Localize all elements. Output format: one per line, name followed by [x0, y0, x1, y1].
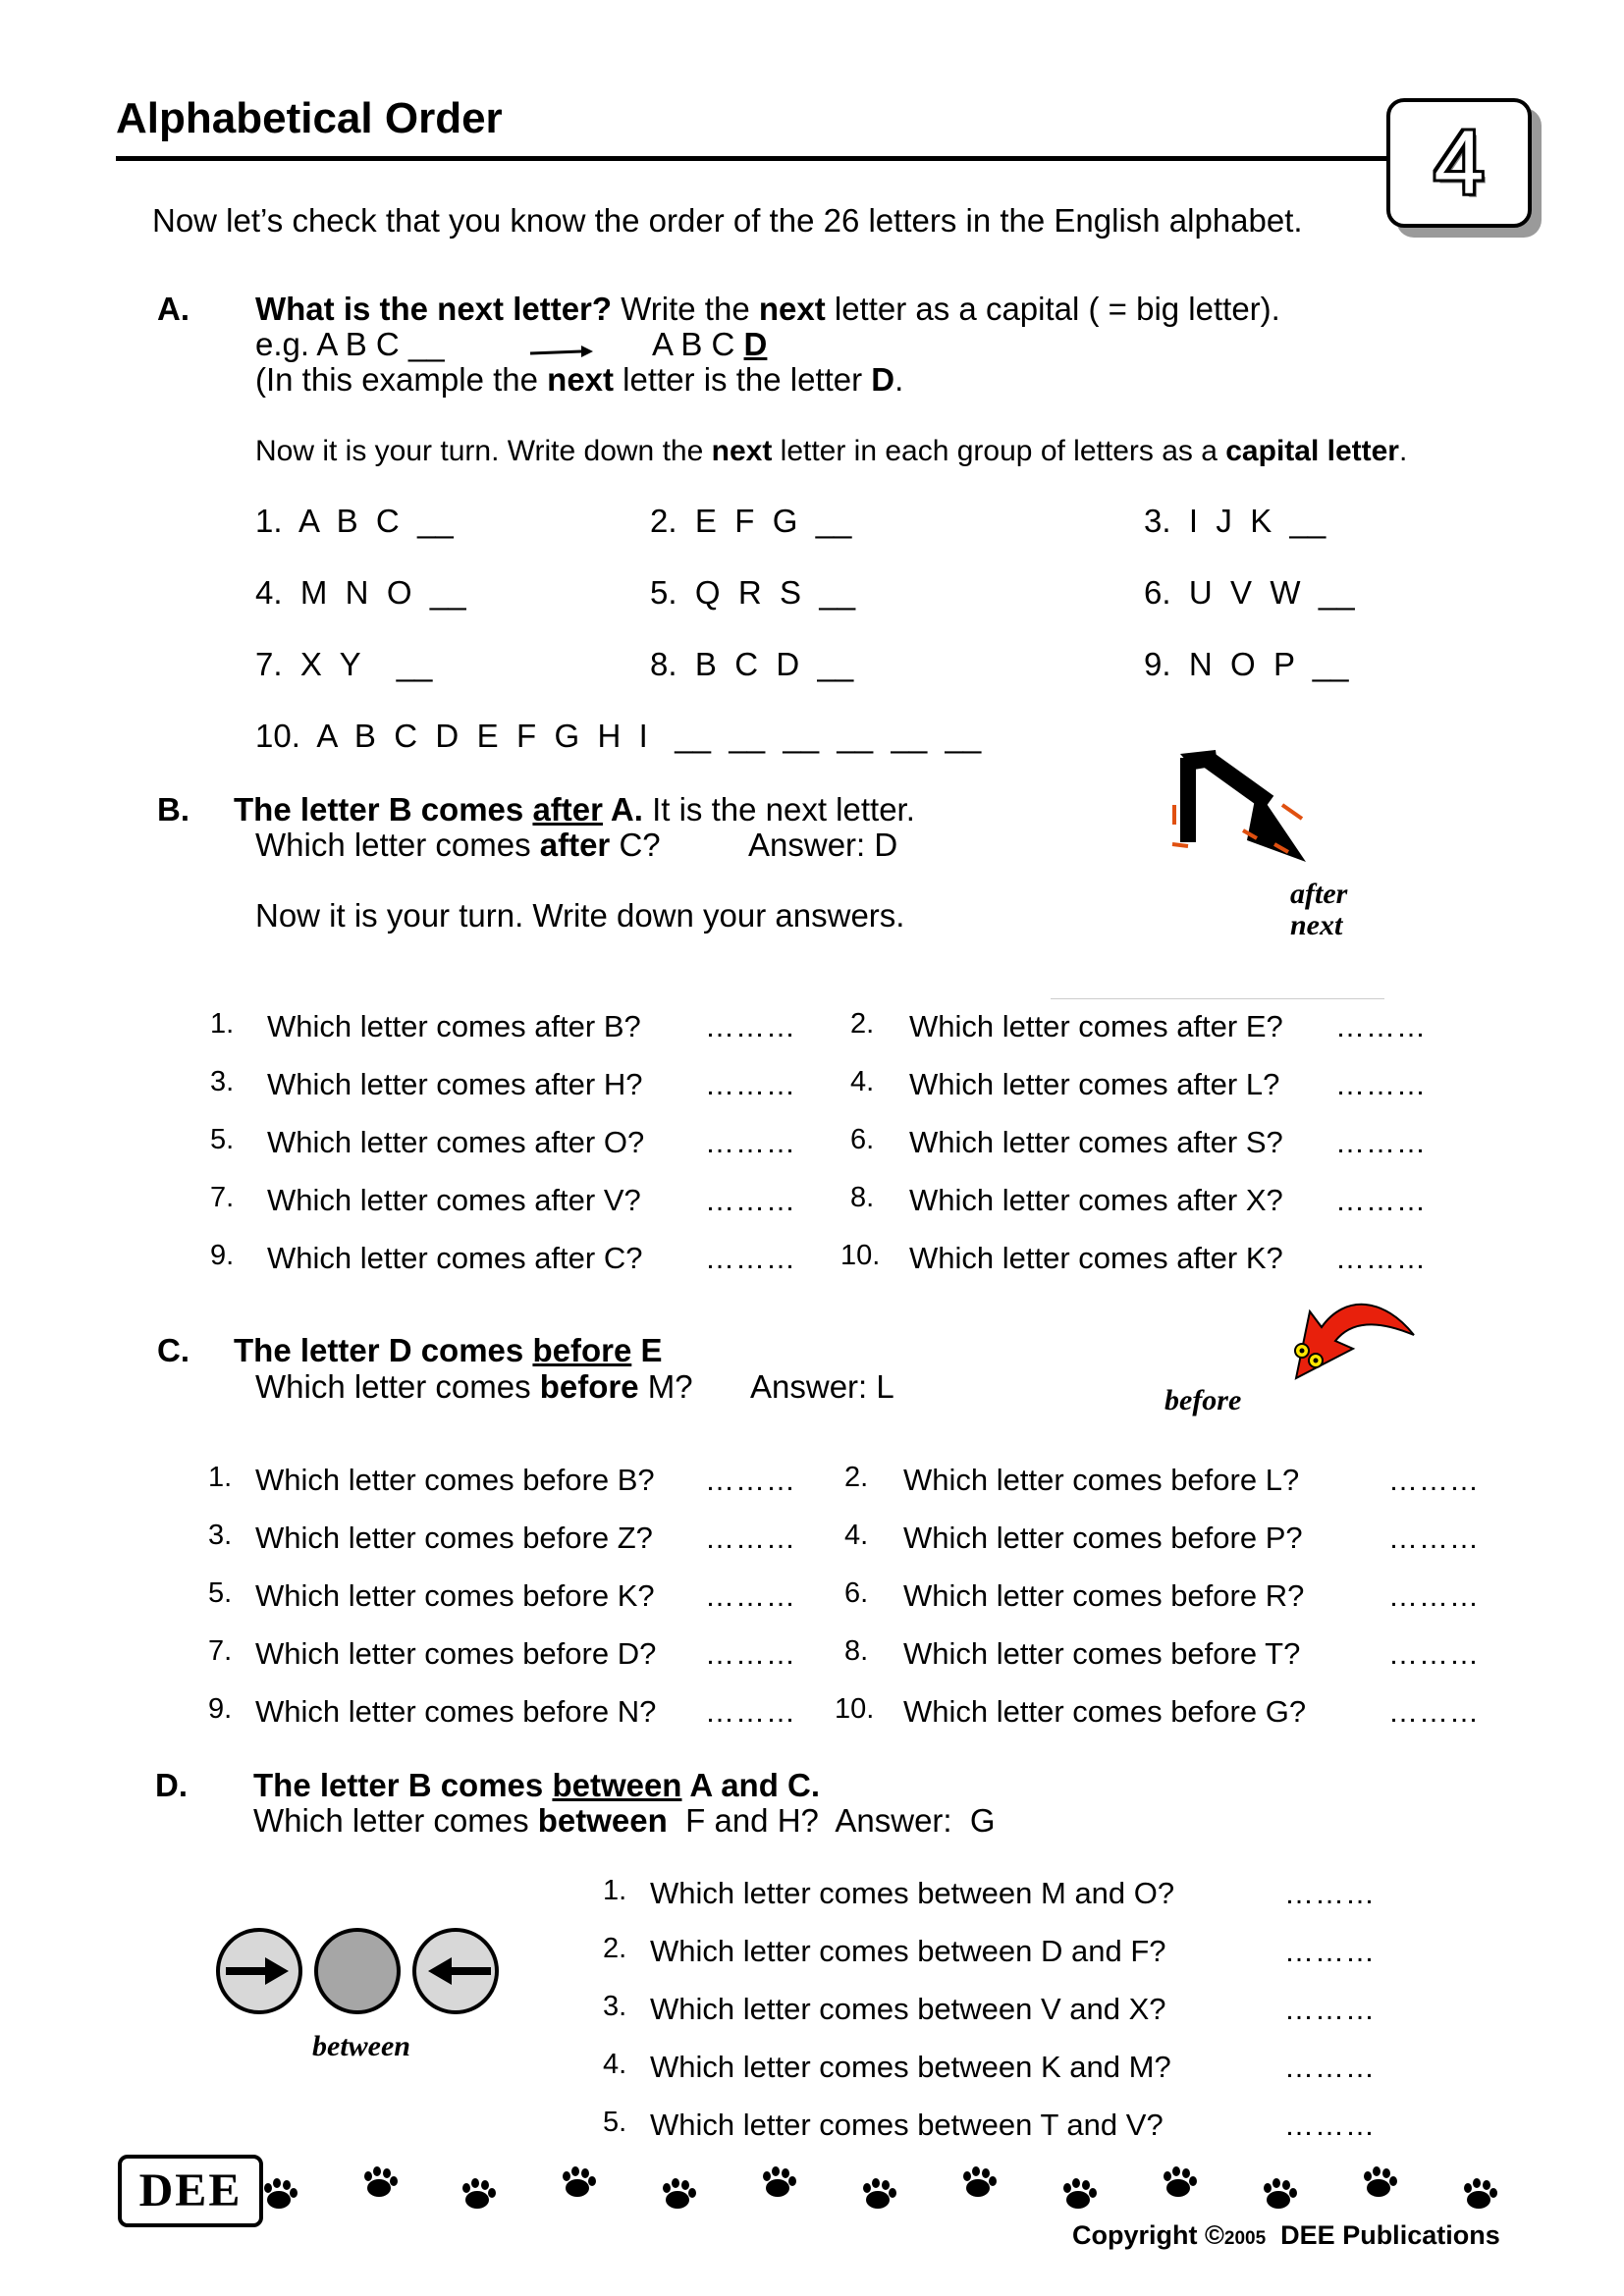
question-text: Which letter comes before N? [255, 1694, 657, 1729]
section-a-heading: What is the next letter? Write the next letter as a capital ( = big letter). [255, 291, 1280, 327]
question-number: 6. [844, 1577, 869, 1609]
title-rule [116, 156, 1387, 161]
example-note: (In this example the next letter is the letter D. [255, 361, 904, 398]
next-letter-item: 3. I J K __ [1144, 503, 1326, 539]
next-letter-item: 5. Q R S __ [650, 574, 856, 611]
question-number: 4. [603, 2049, 627, 2080]
question-text: Which letter comes after B? [267, 1009, 641, 1043]
page-number: 4 [1434, 113, 1485, 213]
question-text: Which letter comes after H? [267, 1067, 643, 1101]
section-b-example-answer: Answer: D [748, 827, 898, 863]
question-number: 9. [208, 1693, 233, 1725]
next-letter-item: 4. M N O __ [255, 574, 466, 611]
before-label: before [1164, 1384, 1242, 1416]
answer-blank[interactable]: ……… [705, 1465, 796, 1497]
question-text: Which letter comes between K and M? [650, 2050, 1171, 2084]
paw-prints-icon [259, 2164, 1526, 2214]
question-number: 2. [844, 1462, 869, 1493]
example-answer: A B C D [652, 326, 768, 362]
answer-blank[interactable]: ……… [705, 1696, 796, 1729]
question-text: Which letter comes before R? [903, 1578, 1305, 1613]
answer-blank[interactable]: ……… [705, 1069, 796, 1101]
question-number: 7. [210, 1182, 235, 1213]
next-letter-item: 6. U V W __ [1144, 574, 1355, 611]
question-text: Which letter comes after X? [909, 1183, 1283, 1217]
question-number: 9. [210, 1240, 235, 1271]
question-text: Which letter comes before P? [903, 1521, 1303, 1555]
section-a-label: A. [157, 291, 189, 327]
question-text: Which letter comes after O? [267, 1125, 645, 1159]
next-label: next [1290, 909, 1343, 941]
question-text: Which letter comes after C? [267, 1241, 643, 1275]
section-a-instruction: Now it is your turn. Write down the next letter in each group of letters as a capital letter. [255, 435, 1408, 467]
copyright: Copyright ©2005 DEE Publications [1072, 2220, 1500, 2250]
question-text: Which letter comes between T and V? [650, 2108, 1164, 2142]
question-number: 1. [210, 1008, 235, 1040]
question-text: Which letter comes before L? [903, 1463, 1300, 1497]
question-number: 3. [208, 1520, 233, 1551]
question-number: 6. [850, 1124, 875, 1155]
question-text: Which letter comes after V? [267, 1183, 641, 1217]
answer-blank[interactable]: ……… [1388, 1638, 1480, 1671]
question-number: 7. [208, 1635, 233, 1667]
section-b-instruction: Now it is your turn. Write down your answers. [255, 897, 905, 934]
answer-blank[interactable]: ……… [1335, 1185, 1427, 1217]
question-number: 8. [850, 1182, 875, 1213]
answer-blank[interactable]: ……… [705, 1243, 796, 1275]
section-d-label: D. [155, 1767, 188, 1803]
next-letter-item: 1. A B C __ [255, 503, 454, 539]
answer-blank[interactable]: ……… [1388, 1465, 1480, 1497]
answer-blank[interactable]: ……… [705, 1011, 796, 1043]
answer-blank[interactable]: ……… [705, 1638, 796, 1671]
section-c-example: Which letter comes before M? [255, 1368, 693, 1405]
question-number: 3. [210, 1066, 235, 1097]
answer-blank[interactable]: ……… [1388, 1580, 1480, 1613]
answer-blank[interactable]: ……… [1284, 1994, 1376, 2026]
question-number: 5. [603, 2107, 627, 2138]
after-label: after [1290, 878, 1348, 910]
question-text: Which letter comes between V and X? [650, 1992, 1166, 2026]
question-text: Which letter comes before B? [255, 1463, 655, 1497]
question-number: 3. [603, 1991, 627, 2022]
question-number: 1. [208, 1462, 233, 1493]
question-text: Which letter comes before D? [255, 1636, 657, 1671]
before-arrow-icon [1267, 1288, 1424, 1396]
section-b-example: Which letter comes after C? [255, 827, 661, 863]
question-text: Which letter comes after S? [909, 1125, 1283, 1159]
next-letter-item: 2. E F G __ [650, 503, 852, 539]
question-text: Which letter comes after E? [909, 1009, 1283, 1043]
dee-logo: DEE [118, 2155, 263, 2227]
section-b-heading: The letter B comes after A. It is the next letter. [234, 791, 915, 828]
section-b-label: B. [157, 791, 189, 828]
intro-text: Now let’s check that you know the order of the 26 letters in the English alphabet. [152, 202, 1303, 239]
question-text: Which letter comes between D and F? [650, 1934, 1166, 1968]
after-arrow-icon [1159, 746, 1345, 874]
question-text: Which letter comes before T? [903, 1636, 1301, 1671]
answer-blank[interactable]: ……… [1335, 1011, 1427, 1043]
question-text: Which letter comes before G? [903, 1694, 1307, 1729]
example-arrow [528, 344, 593, 359]
divider [1051, 998, 1384, 999]
answer-blank[interactable]: ……… [1284, 2109, 1376, 2142]
question-text: Which letter comes before K? [255, 1578, 655, 1613]
next-letter-item-10: 10. A B C D E F G H I __ __ __ __ __ __ [255, 718, 982, 754]
page-number-box [1386, 98, 1532, 228]
example-line: e.g. A B C __ [255, 326, 445, 362]
between-label: between [312, 2030, 410, 2062]
section-c-example-answer: Answer: L [750, 1368, 894, 1405]
answer-blank[interactable]: ……… [1388, 1522, 1480, 1555]
section-d-example: Which letter comes between F and H? Answer: G [253, 1802, 996, 1839]
question-number: 8. [844, 1635, 869, 1667]
question-text: Which letter comes after K? [909, 1241, 1283, 1275]
question-number: 2. [603, 1933, 627, 1964]
section-d-heading: The letter B comes between A and C. [253, 1767, 821, 1803]
answer-blank[interactable]: ……… [1284, 2052, 1376, 2084]
answer-blank[interactable]: ……… [705, 1580, 796, 1613]
answer-blank[interactable]: ……… [1284, 1936, 1376, 1968]
question-number: 4. [850, 1066, 875, 1097]
section-c-heading: The letter D comes before E [234, 1332, 663, 1368]
question-text: Which letter comes after L? [909, 1067, 1280, 1101]
question-number: 1. [603, 1875, 627, 1906]
answer-blank[interactable]: ……… [1335, 1127, 1427, 1159]
question-number: 5. [210, 1124, 235, 1155]
question-number: 10. [835, 1693, 875, 1725]
question-number: 5. [208, 1577, 233, 1609]
answer-blank[interactable]: ……… [705, 1522, 796, 1555]
between-icon [212, 1924, 505, 2018]
page-title: Alphabetical Order [116, 94, 503, 142]
answer-blank[interactable]: ……… [1388, 1696, 1480, 1729]
next-letter-item: 7. X Y __ [255, 646, 433, 682]
answer-blank[interactable]: ……… [705, 1185, 796, 1217]
question-number: 2. [850, 1008, 875, 1040]
section-c-label: C. [157, 1332, 189, 1368]
answer-blank[interactable]: ……… [1335, 1243, 1427, 1275]
question-text: Which letter comes between M and O? [650, 1876, 1175, 1910]
question-text: Which letter comes before Z? [255, 1521, 653, 1555]
answer-blank[interactable]: ……… [1335, 1069, 1427, 1101]
answer-blank[interactable]: ……… [1284, 1878, 1376, 1910]
question-number: 10. [840, 1240, 881, 1271]
next-letter-item: 8. B C D __ [650, 646, 854, 682]
answer-blank[interactable]: ……… [705, 1127, 796, 1159]
next-letter-item: 9. N O P __ [1144, 646, 1349, 682]
question-number: 4. [844, 1520, 869, 1551]
